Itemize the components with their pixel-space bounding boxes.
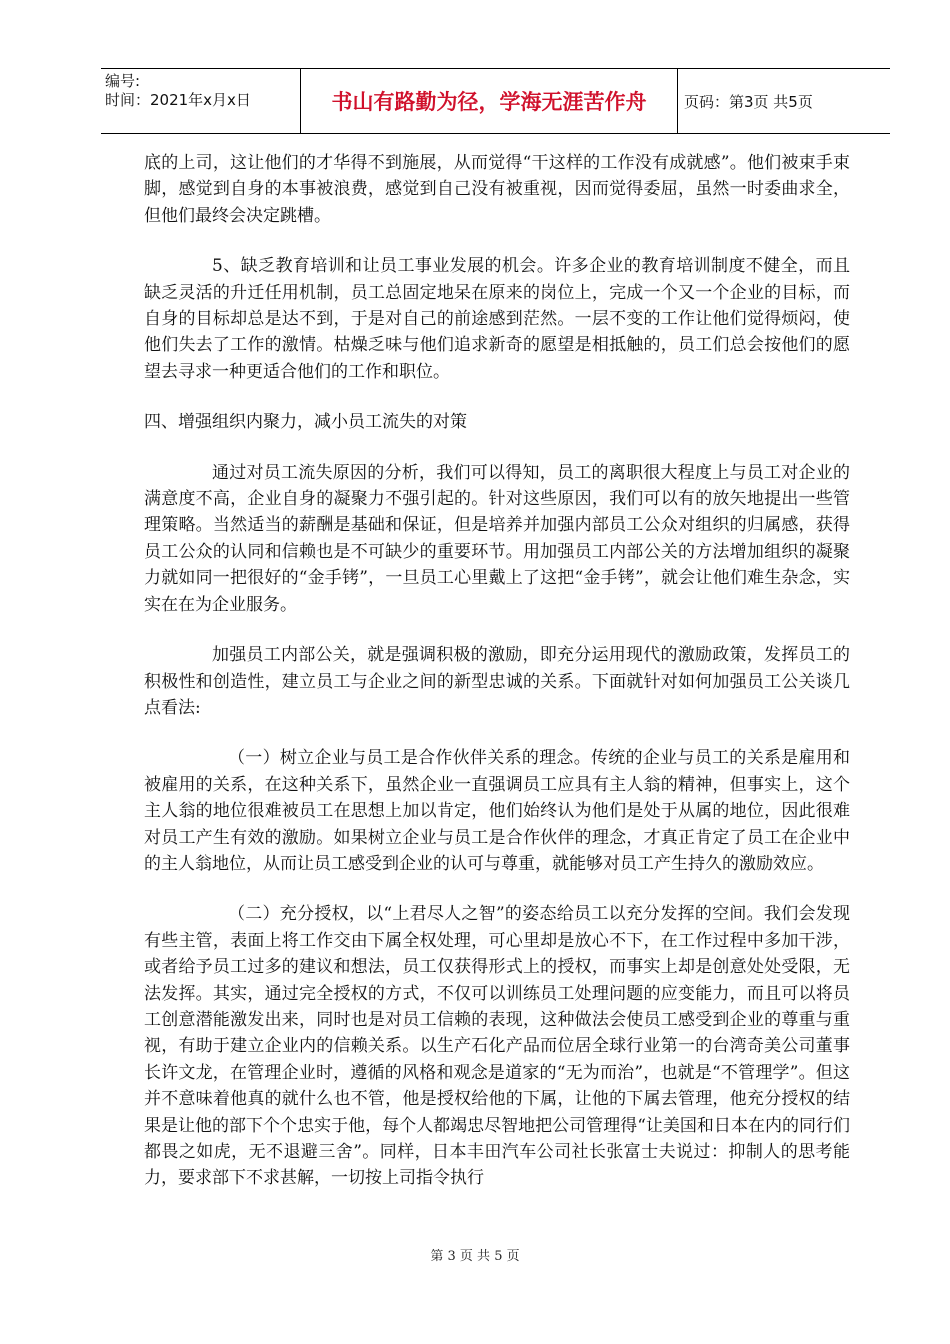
doc-time-label: 时间：2021年x月x日: [105, 91, 251, 109]
header-page-label: 页码：第3页 共5页: [684, 92, 813, 111]
doc-number-label: 编号:: [105, 72, 141, 90]
page-header: [101, 68, 890, 134]
paragraph-analysis: 通过对员工流失原因的分析，我们可以得知，员工的离职很大程度上与员工对企业的满意度不高，企业自身的凝聚力不强引起的。针对这些原因，我们可以有的放矢地提出一些管理策略。当然适当的薪酬是基础和保证，但是培养并加强内部员工公众对组织的归属感，获得员工公众的认同和信赖也是不可缺少的重要环节。用加强员工内部公关的方法增加组织的凝聚力就如同一把很好的“金手铐”，一旦员工心里戴上了这把“金手铐”，就会让他们难生杂念，实实在在为企业服务。: [144, 462, 850, 615]
paragraph-point-5: 5、缺乏教育培训和让员工事业发展的机会。许多企业的教育培训制度不健全，而且缺乏灵活的升迁任用机制，员工总固定地呆在原来的岗位上，完成一个又一个企业的目标，而自身的目标却总是达不到，于是对自己的前途感到茫然。一层不变的工作让他们觉得烦闷，使他们失去了工作的激情。枯燥乏味与他们追求新奇的愿望是相抵触的，员工们总会按他们的愿望去寻求一种更适合他们的工作和职位。: [144, 256, 850, 382]
section-heading: 四、增强组织内聚力，减小员工流失的对策: [144, 412, 467, 433]
paragraph-internal-pr: 加强员工内部公关，就是强调积极的激励，即充分运用现代的激励政策，发挥员工的积极性和创造性，建立员工与企业之间的新型忠诚的关系。下面就针对如何加强员工公关谈几点看法:: [144, 645, 850, 718]
header-meta: [101, 69, 301, 133]
paragraph-item-1: （一）树立企业与员工是合作伙伴关系的理念。传统的企业与员工的关系是雇用和被雇用的关系，在这种关系下，虽然企业一直强调员工应具有主人翁的精神，但事实上，这个主人翁的地位很难被员工在思想上加以肯定，他们始终认为他们是处于从属的地位，因此很难对员工产生有效的激励。如果树立企业与员工是合作伙伴的理念，才真正肯定了员工在企业中的主人翁地位，从而让员工感受到企业的认可与尊重，就能够对员工产生持久的激励效应。: [144, 748, 850, 874]
paragraph-item-2: （二）充分授权，以“上君尽人之智”的姿态给员工以充分发挥的空间。我们会发现有些主管，表面上将工作交由下属全权处理，可心里却是放心不下，在工作过程中多加干涉，或者给予员工过多的建议和想法，员工仅获得形式上的授权，而事实上却是创意处处受限，无法发挥。其实，通过完全授权的方式，不仅可以训练员工处理问题的应变能力，而且可以将员工创意潜能激发出来，同时也是对员工信赖的表现，这种做法会使员工感受到企业的尊重与重视，有助于建立企业内的信赖关系。以生产石化产品而位居全球行业第一的台湾奇美公司董事长许文龙，在管理企业时，遵循的风格和观念是道家的“无为而治”，也就是“不管理学”。但这并不意味着他真的就什么也不管，他是授权给他的下属，让他的下属去管理，他充分授权的结果是让他的部下个个忠实于他，每个人都竭忠尽智地把公司管理得“让美国和日本在内的同行们都畏之如虎，无不退避三舍”。同样，日本丰田汽车公司社长张富士夫说过：抑制人的思考能力，要求部下不求甚解，一切按上司指令执行: [144, 904, 850, 1189]
paragraph-continuation: 底的上司，这让他们的才华得不到施展，从而觉得“干这样的工作没有成就感”。他们被束手束脚，感觉到自身的本事被浪费，感觉到自己没有被重视，因而觉得委屈，虽然一时委曲求全，但他们最终会决定跳槽。: [144, 153, 850, 226]
page-footer: 第 3 页 共 5 页: [430, 1249, 520, 1264]
header-motto: 书山有路勤为径，学海无涯苦作舟: [301, 69, 678, 133]
document-body: [144, 150, 850, 1216]
